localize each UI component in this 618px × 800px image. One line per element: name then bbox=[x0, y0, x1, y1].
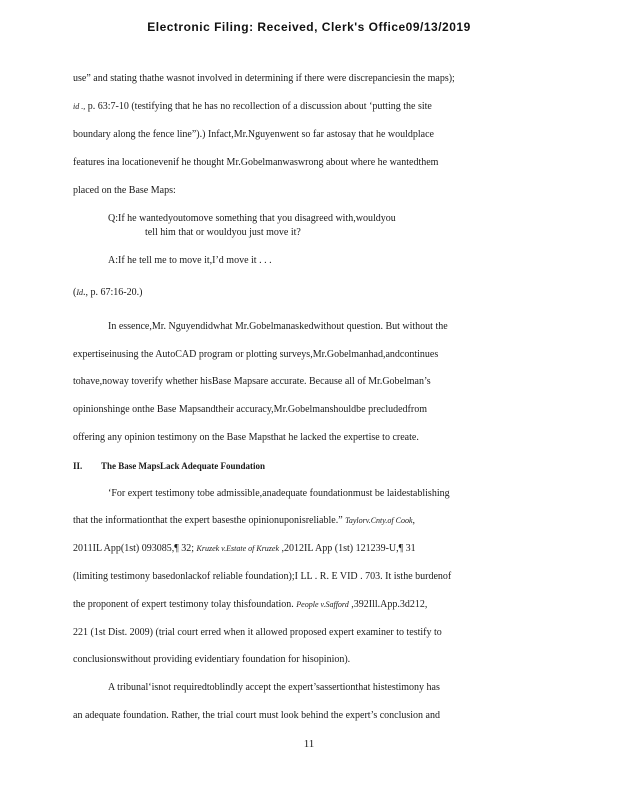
body-line-text: 2011IL App(1st) 093085,¶ 32; bbox=[73, 543, 195, 554]
body-line: offering any opinion testimony on the Base Mapsthat he lacked the expertise to create. bbox=[73, 432, 419, 443]
body-line: expertiseinusing the AutoCAD program or plotting surveys,Mr.Gobelmanhad,andcontinues bbox=[73, 349, 439, 360]
body-line: conclusionswithout providing evidentiary foundation for hisopinion). bbox=[73, 654, 351, 665]
body-line: (limiting testimony basedonlackof reliable foundation);I LL . R. E VID . 703. It isthe burdenof bbox=[73, 571, 452, 582]
body-line-text: the proponent of expert testimony tolay thisfoundation. bbox=[73, 599, 294, 610]
body-line-text: p. 63:7-10 (testifying that he has no recollection of a discussion about ‘putting the site bbox=[87, 101, 432, 112]
body-line: placed on the Base Maps: bbox=[73, 185, 176, 196]
body-line bbox=[73, 101, 432, 113]
body-line bbox=[73, 543, 416, 555]
body-line: features ina locationevenif he thought Mr.Gobelmanwaswrong about where he wantedthem bbox=[73, 157, 439, 168]
body-line: ‘For expert testimony tobe admissible,anadequate foundationmust be laidestablishing bbox=[108, 488, 450, 499]
section-title: The Base MapsLack Adequate Foundation bbox=[101, 461, 266, 471]
deposition-question: Q:If he wantedyoutomove something that you disagreed with,wouldyou bbox=[108, 213, 396, 224]
case-citation: Taylorv.Cnty.of Cook bbox=[345, 516, 413, 525]
deposition-question-cont: tell him that or wouldyou just move it? bbox=[145, 227, 301, 238]
body-line: A tribunal‘isnot requiredtoblindly accept the expert’sassertionthat histestimony has bbox=[108, 682, 440, 693]
body-line-text: that the informationthat the expert basesthe opinionuponisreliable.” bbox=[73, 515, 343, 526]
body-line-text: , bbox=[412, 515, 415, 526]
section-number: II. bbox=[73, 461, 83, 471]
body-line: tohave,noway toverify whether hisBase Mapsare accurate. Because all of Mr.Gobelman’s bbox=[73, 376, 431, 387]
body-line: use” and stating thathe wasnot involved in determining if there were discrepanciesin the maps); bbox=[73, 73, 455, 84]
citation-id: id ., bbox=[73, 102, 86, 111]
citation-paren: ( bbox=[73, 287, 77, 298]
page-number: 11 bbox=[303, 738, 315, 750]
body-line-text: ,2012IL App (1st) 121239-U,¶ 31 bbox=[281, 543, 416, 554]
body-line bbox=[73, 599, 427, 611]
citation-text: ., p. 67:16-20.) bbox=[83, 287, 143, 298]
body-line: an adequate foundation. Rather, the trial court must look behind the expert’s conclusion and bbox=[73, 710, 440, 721]
deposition-answer: A:If he tell me to move it,I’d move it . . . bbox=[108, 255, 272, 266]
section-heading bbox=[73, 461, 265, 472]
citation-line bbox=[73, 287, 142, 299]
body-line bbox=[73, 515, 415, 527]
citation-id: Id bbox=[76, 288, 84, 297]
body-line: boundary along the fence line”).) Infact,Mr.Nguyenwent so far astosay that he wouldplace bbox=[73, 129, 434, 140]
case-citation: Kruzek v.Estate of Kruzek bbox=[196, 544, 280, 553]
body-line: In essence,Mr. Nguyendidwhat Mr.Gobelmanaskedwithout question. But without the bbox=[108, 321, 448, 332]
case-citation: People v.Safford bbox=[296, 600, 349, 609]
body-line: opinionshinge onthe Base Mapsandtheir accuracy,Mr.Gobelmanshouldbe precludedfrom bbox=[73, 404, 427, 415]
filing-header: Electronic Filing: Received, Clerk's Office09/13/2019 bbox=[147, 20, 471, 34]
body-line-text: ,392Ill.App.3d212, bbox=[351, 599, 428, 610]
body-line: 221 (1st Dist. 2009) (trial court erred when it allowed proposed expert examiner to testify to bbox=[73, 627, 442, 638]
